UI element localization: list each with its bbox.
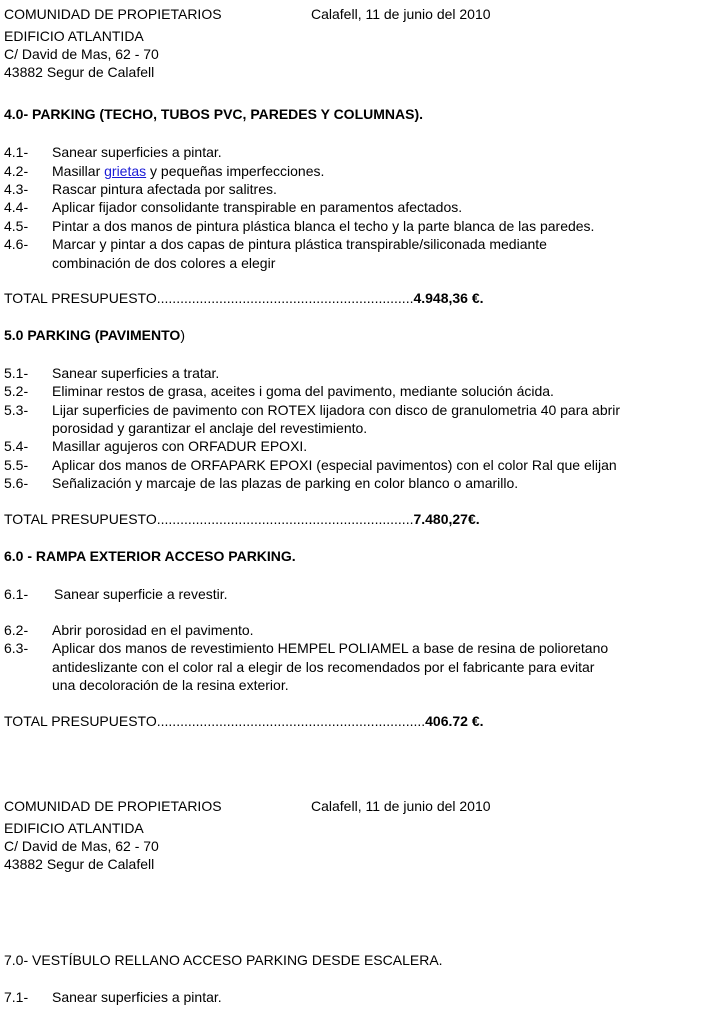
building-name: EDIFICIO ATLANTIDA <box>4 820 144 836</box>
total-dots: .................................................................. <box>156 290 414 306</box>
list-item <box>0 989 706 1007</box>
total-value: 7.480,27€. <box>413 511 480 527</box>
total-dots: ..................................................................... <box>156 713 426 729</box>
item-text: Abrir porosidad en el pavimento. <box>52 622 254 638</box>
list-item <box>0 457 706 475</box>
total-line <box>4 713 484 730</box>
total-label: TOTAL PRESUPUESTO <box>4 290 157 306</box>
list-item-continuation <box>0 677 706 695</box>
list-item <box>0 586 706 604</box>
list-item <box>0 144 706 162</box>
section-title: 4.0- PARKING (TECHO, TUBOS PVC, PAREDES Y COLUMNAS). <box>4 106 424 122</box>
item-number: 6.2- <box>4 622 29 638</box>
city-address: 43882 Segur de Calafell <box>4 856 155 872</box>
item-text-post: y pequeñas imperfecciones. <box>146 163 325 179</box>
grietas-link[interactable]: grietas <box>104 163 147 179</box>
list-item <box>0 622 706 640</box>
street-address: C/ David de Mas, 62 - 70 <box>4 46 159 62</box>
item-text-pre: Masillar <box>52 163 105 179</box>
item-text: Sanear superficies a pintar. <box>52 989 222 1005</box>
item-text: Aplicar fijador consolidante transpirable en paramentos afectados. <box>52 199 463 215</box>
section-title <box>4 327 185 344</box>
item-number: 4.5- <box>4 218 29 234</box>
list-item <box>0 383 706 401</box>
item-text: Masillar agujeros con ORFADUR EPOXI. <box>52 438 308 454</box>
item-number: 4.4- <box>4 199 29 215</box>
street-address: C/ David de Mas, 62 - 70 <box>4 838 159 854</box>
company-name: COMUNIDAD DE PROPIETARIOS <box>4 6 222 22</box>
section-title: 6.0 - RAMPA EXTERIOR ACCESO PARKING. <box>4 548 296 564</box>
item-number: 4.3- <box>4 181 29 197</box>
list-item-continuation <box>0 255 706 273</box>
list-item <box>0 199 706 217</box>
list-item <box>0 163 706 181</box>
list-item-continuation <box>0 659 706 677</box>
item-number: 5.4- <box>4 438 29 454</box>
total-value: 406.72 €. <box>425 713 484 729</box>
item-number: 5.2- <box>4 383 29 399</box>
section-title-text: 5.0 PARKING (PAVIMENTO <box>4 327 181 343</box>
item-text: Sanear superficie a revestir. <box>54 586 228 602</box>
list-item <box>0 365 706 383</box>
item-number: 5.1- <box>4 365 29 381</box>
item-number: 7.1- <box>4 989 29 1005</box>
item-text: Sanear superficies a pintar. <box>52 144 222 160</box>
item-text: una decoloración de la resina exterior. <box>52 677 289 693</box>
item-number: 6.1- <box>4 586 29 602</box>
item-text <box>52 163 324 179</box>
item-text: Rascar pintura afectada por salitres. <box>52 181 277 197</box>
item-number: 5.6- <box>4 475 29 491</box>
letter-date: Calafell, 11 de junio del 2010 <box>311 798 491 814</box>
item-text: Señalización y marcaje de las plazas de parking en color blanco o amarillo. <box>52 475 519 491</box>
item-number: 4.1- <box>4 144 29 160</box>
total-dots: .................................................................. <box>156 511 414 527</box>
item-text: Lijar superficies de pavimento con ROTEX lijadora con disco de granulometria 40 para abrir <box>52 402 621 418</box>
list-item <box>0 236 706 254</box>
list-item <box>0 402 706 420</box>
list-item <box>0 438 706 456</box>
item-number: 4.6- <box>4 236 29 252</box>
total-line <box>4 290 484 307</box>
letter-date: Calafell, 11 de junio del 2010 <box>311 6 491 22</box>
list-item-continuation <box>0 420 706 438</box>
item-text: Sanear superficies a tratar. <box>52 365 220 381</box>
item-number: 6.3- <box>4 640 29 656</box>
total-value: 4.948,36 €. <box>413 290 484 306</box>
section-title: 7.0- VESTÍBULO RELLANO ACCESO PARKING DESDE ESCALERA. <box>4 952 443 968</box>
item-text: Aplicar dos manos de revestimiento HEMPEL POLIAMEL a base de resina de polioretano <box>52 640 609 656</box>
item-text: Eliminar restos de grasa, aceites i goma del pavimento, mediante solución ácida. <box>52 383 554 399</box>
item-text: Pintar a dos manos de pintura plástica blanca el techo y la parte blanca de las paredes. <box>52 218 595 234</box>
city-address: 43882 Segur de Calafell <box>4 64 155 80</box>
item-number: 4.2- <box>4 163 29 179</box>
item-text: porosidad y garantizar el anclaje del revestimiento. <box>52 420 368 436</box>
list-item <box>0 640 706 658</box>
list-item <box>0 218 706 236</box>
total-line <box>4 511 480 528</box>
company-name: COMUNIDAD DE PROPIETARIOS <box>4 798 222 814</box>
list-item <box>0 181 706 199</box>
building-name: EDIFICIO ATLANTIDA <box>4 28 144 44</box>
item-number: 5.5- <box>4 457 29 473</box>
item-text: antideslizante con el color ral a elegir de los recomendados por el fabricante para evitar <box>52 659 595 675</box>
list-item <box>0 475 706 493</box>
total-label: TOTAL PRESUPUESTO <box>4 511 157 527</box>
total-label: TOTAL PRESUPUESTO <box>4 713 157 729</box>
item-text: combinación de dos colores a elegir <box>52 255 276 271</box>
section-title-end: ) <box>180 327 185 343</box>
item-text: Marcar y pintar a dos capas de pintura plástica transpirable/siliconada mediante <box>52 236 547 252</box>
item-text: Aplicar dos manos de ORFAPARK EPOXI (especial pavimentos) con el color Ral que elijan <box>52 457 617 473</box>
item-number: 5.3- <box>4 402 29 418</box>
